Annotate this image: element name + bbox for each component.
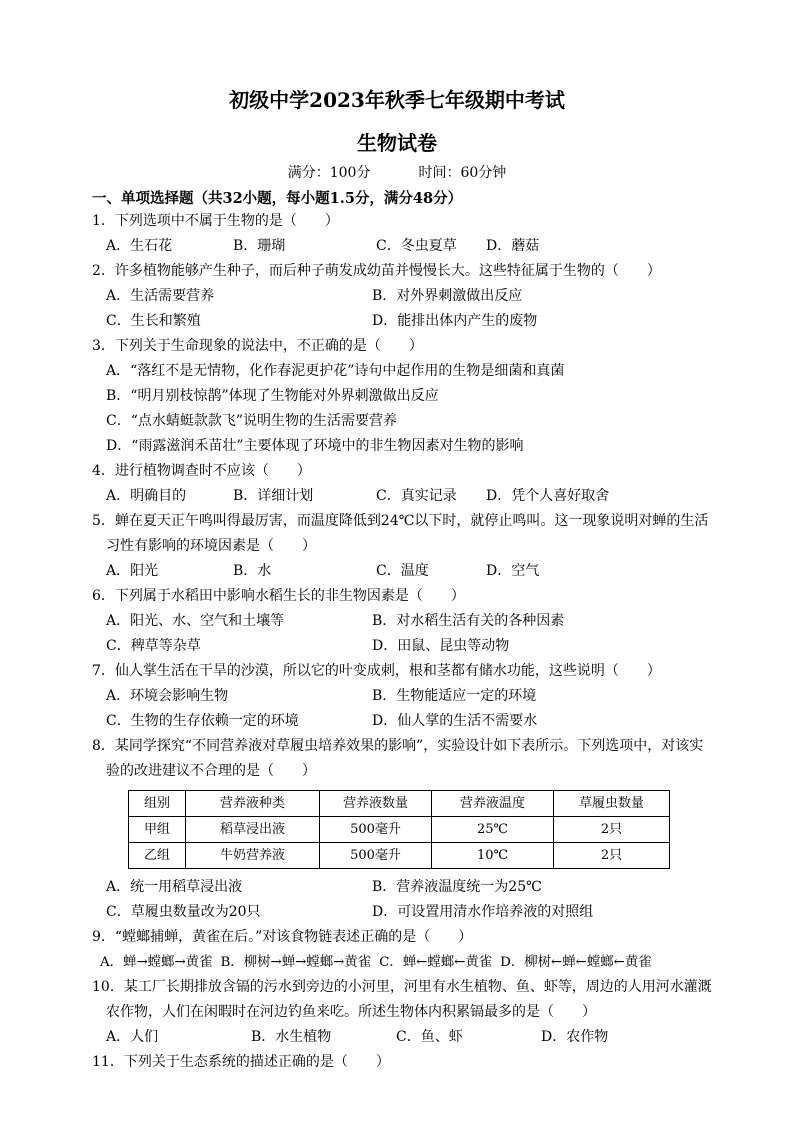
option-b: B．详细计划 — [233, 488, 314, 504]
option-a: A．环境会影响生物 — [106, 688, 229, 704]
question-stem-continued: 习性有影响的环境因素是（ ） — [106, 538, 316, 554]
full-score: 满分：100分 — [287, 165, 371, 181]
option-d: D．蘑菇 — [486, 238, 540, 254]
option-a: A．统一用稻草浸出液 — [106, 879, 243, 895]
table-cell: 500毫升 — [320, 817, 432, 843]
option-d: D．“雨露滋润禾苗壮”主要体现了环境中的非生物因素对生物的影响 — [106, 438, 524, 454]
question-6 — [92, 584, 712, 659]
option-b: B．对水稻生活有关的各种因素 — [372, 613, 565, 629]
table-cell: 牛奶营养液 — [186, 843, 320, 869]
table-header-cell: 组别 — [129, 791, 186, 817]
section-heading: 一、单项选择题（共32小题，每小题1.5分，满分48分） — [92, 190, 463, 207]
option-a: A．生石花 — [106, 238, 173, 254]
question-stem: 5．蝉在夏天正午鸣叫得最厉害，而温度降低到24℃以下时，就停止鸣叫。这一现象说明对蝉的生活 — [92, 513, 709, 529]
option-d: D．田鼠、昆虫等动物 — [372, 638, 510, 654]
table-cell: 25℃ — [432, 817, 554, 843]
option-c: C．稗草等杂草 — [106, 638, 201, 654]
option-d: D．凭个人喜好取舍 — [486, 488, 610, 504]
question-stem-continued: 农作物，人们在闲暇时在河边钓鱼来吃。所述生物体内积累镉最多的是（ ） — [106, 1004, 596, 1020]
exam-subject: 生物试卷 — [357, 131, 437, 155]
option-a: A．生活需要营养 — [106, 288, 215, 304]
option-a: A．人们 — [106, 1029, 159, 1045]
option-b: B．柳树→蝉→螳螂→黄雀 — [220, 955, 372, 970]
option-b: B．对外界刺激做出反应 — [372, 288, 523, 304]
question-stem: 9．“螳螂捕蝉，黄雀在后。”对该食物链表述正确的是（ ） — [92, 929, 473, 945]
option-b: B．“明月别枝惊鹊”体现了生物能对外界刺激做出反应 — [106, 388, 439, 404]
option-a: A．蝉→螳螂→黄雀 — [100, 955, 213, 970]
question-11 — [92, 1050, 712, 1075]
question-10 — [92, 975, 712, 1050]
table-header-cell: 营养液温度 — [432, 791, 554, 817]
question-list — [92, 209, 712, 1075]
question-stem: 4．进行植物调查时不应该（ ） — [92, 463, 311, 479]
table-cell: 稻草浸出液 — [186, 817, 320, 843]
table-cell: 甲组 — [129, 817, 186, 843]
option-d: D．农作物 — [541, 1029, 609, 1045]
question-stem: 6．下列属于水稻田中影响水稻生长的非生物因素是（ ） — [92, 588, 465, 604]
option-b: B．珊瑚 — [233, 238, 286, 254]
option-c: C．生长和繁殖 — [106, 313, 201, 329]
option-c: C．鱼、虾 — [396, 1029, 463, 1045]
table-cell: 2只 — [554, 817, 670, 843]
option-d: D．空气 — [486, 563, 540, 579]
question-stem: 8．某同学探究“不同营养液对草履虫培养效果的影响”，实验设计如下表所示。下列选项中，对该实 — [92, 738, 704, 754]
question-3 — [92, 334, 712, 459]
option-c: C．冬虫夏草 — [376, 238, 457, 254]
exam-title: 初级中学2023年秋季七年级期中考试 — [229, 88, 565, 112]
option-c: C．草履虫数量改为20只 — [106, 904, 261, 920]
table-cell: 500毫升 — [320, 843, 432, 869]
option-b: B．生物能适应一定的环境 — [372, 688, 537, 704]
option-d: D．柳树←蝉←螳螂←黄雀 — [500, 955, 652, 970]
question-4 — [92, 459, 712, 509]
question-2 — [92, 259, 712, 334]
question-7 — [92, 659, 712, 734]
question-8 — [92, 734, 712, 925]
question-stem: 11．下列关于生态系统的描述正确的是（ ） — [92, 1054, 390, 1070]
table-cell: 10℃ — [432, 843, 554, 869]
table-header-cell: 营养液数量 — [320, 791, 432, 817]
option-a: A．明确目的 — [106, 488, 187, 504]
exam-time: 时间：60分钟 — [418, 165, 507, 181]
table-row — [129, 843, 670, 869]
question-1 — [92, 209, 712, 259]
question-stem: 2．许多植物能够产生种子，而后种子萌发成幼苗并慢慢长大。这些特征属于生物的（ ） — [92, 263, 661, 279]
question-9 — [92, 925, 712, 975]
question-stem: 7．仙人掌生活在干旱的沙漠，所以它的叶变成刺，根和茎都有储水功能，这些说明（ ） — [92, 663, 661, 679]
option-c: C．蝉←螳螂←黄雀 — [379, 955, 493, 970]
table-row — [129, 817, 670, 843]
option-c: C．“点水蜻蜓款款飞”说明生物的生活需要营养 — [106, 413, 398, 429]
table-cell: 乙组 — [129, 843, 186, 869]
experiment-table — [128, 790, 670, 869]
question-stem: 10．某工厂长期排放含镉的污水到旁边的小河里，河里有水生植物、鱼、虾等，周边的人用河水灌溉 — [92, 979, 712, 995]
option-a: A．阳光 — [106, 563, 159, 579]
exam-meta — [0, 162, 794, 182]
option-b: B．水 — [233, 563, 272, 579]
question-stem-continued: 验的改进建议不合理的是（ ） — [106, 763, 316, 779]
option-c: C．真实记录 — [376, 488, 457, 504]
option-d: D．仙人掌的生活不需要水 — [372, 713, 538, 729]
question-5 — [92, 509, 712, 584]
table-header-row — [129, 791, 670, 817]
option-d: D．可设置用清水作培养液的对照组 — [372, 904, 594, 920]
option-b: B．水生植物 — [251, 1029, 332, 1045]
table-cell: 2只 — [554, 843, 670, 869]
table-header-cell: 草履虫数量 — [554, 791, 670, 817]
option-b: B．营养液温度统一为25℃ — [372, 879, 542, 895]
option-c: C．温度 — [376, 563, 429, 579]
option-d: D．能排出体内产生的废物 — [372, 313, 538, 329]
option-a: A．阳光、水、空气和土壤等 — [106, 613, 285, 629]
table-header-cell: 营养液种类 — [186, 791, 320, 817]
question-stem: 3．下列关于生命现象的说法中，不正确的是（ ） — [92, 338, 423, 354]
question-stem: 1．下列选项中不属于生物的是（ ） — [92, 213, 339, 229]
option-a: A．“落红不是无情物，化作春泥更护花”诗句中起作用的生物是细菌和真菌 — [106, 363, 565, 379]
option-c: C．生物的生存依赖一定的环境 — [106, 713, 299, 729]
